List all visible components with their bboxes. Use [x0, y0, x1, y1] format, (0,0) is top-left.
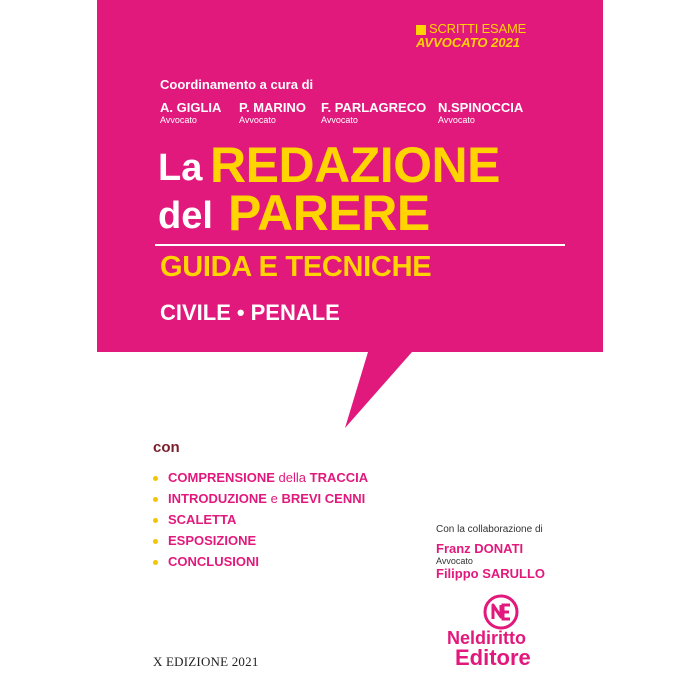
publisher-line-1: Neldiritto	[447, 628, 526, 648]
list-item: INTRODUZIONE e BREVI CENNI	[153, 488, 368, 509]
author-role: Avvocato	[438, 115, 475, 125]
title-redazione: REDAZIONE	[210, 137, 500, 193]
bullet-icon	[153, 539, 158, 544]
features-intro: con	[153, 439, 180, 456]
edition-label: X EDIZIONE 2021	[153, 654, 259, 669]
author-item	[239, 100, 306, 126]
collaboration-label: Con la collaborazione di	[436, 524, 543, 535]
collaborator-role: Avvocato	[436, 556, 473, 566]
list-item: ESPOSIZIONE	[153, 530, 368, 551]
publisher-line-2: Editore	[455, 645, 531, 670]
author-role: Avvocato	[160, 115, 197, 125]
coordination-label: Coordinamento a cura di	[160, 77, 314, 92]
bullet-icon	[153, 518, 158, 523]
list-item: COMPRENSIONE della TRACCIA	[153, 467, 368, 488]
author-role: Avvocato	[239, 115, 276, 125]
author-name: N.SPINOCCIA	[438, 100, 524, 115]
bullet-icon	[153, 476, 158, 481]
subject-separator: •	[236, 300, 245, 325]
bullet-icon	[153, 560, 158, 565]
list-item: CONCLUSIONI	[153, 551, 368, 572]
title-parere: PARERE	[228, 185, 430, 241]
author-name: A. GIGLIA	[160, 100, 222, 115]
author-item	[438, 100, 523, 126]
title-la: La	[158, 147, 203, 189]
exam-badge	[416, 22, 566, 62]
collaborator-name: Franz DONATI	[436, 541, 524, 556]
list-item: SCALETTA	[153, 509, 368, 530]
author-item	[160, 100, 221, 126]
subjects	[160, 300, 340, 326]
author-role: Avvocato	[321, 115, 358, 125]
feature-list	[153, 467, 368, 572]
subject-penale: PENALE	[250, 300, 340, 325]
subject-civile: CIVILE	[160, 300, 231, 325]
title-del: del	[158, 195, 213, 237]
author-list	[160, 100, 580, 140]
badge-line-2: AVVOCATO 2021	[416, 35, 521, 50]
subtitle: GUIDA E TECNICHE	[160, 251, 432, 283]
bullet-icon	[153, 497, 158, 502]
author-name: P. MARINO	[239, 100, 306, 115]
author-item	[321, 100, 426, 126]
title-divider	[155, 244, 565, 246]
author-name: F. PARLAGRECO	[321, 100, 427, 115]
ne-logo-icon	[483, 594, 519, 630]
collaborator-name: Filippo SARULLO	[436, 566, 546, 581]
yellow-square-icon	[416, 25, 426, 35]
badge-line-1: SCRITTI ESAME	[429, 21, 527, 36]
